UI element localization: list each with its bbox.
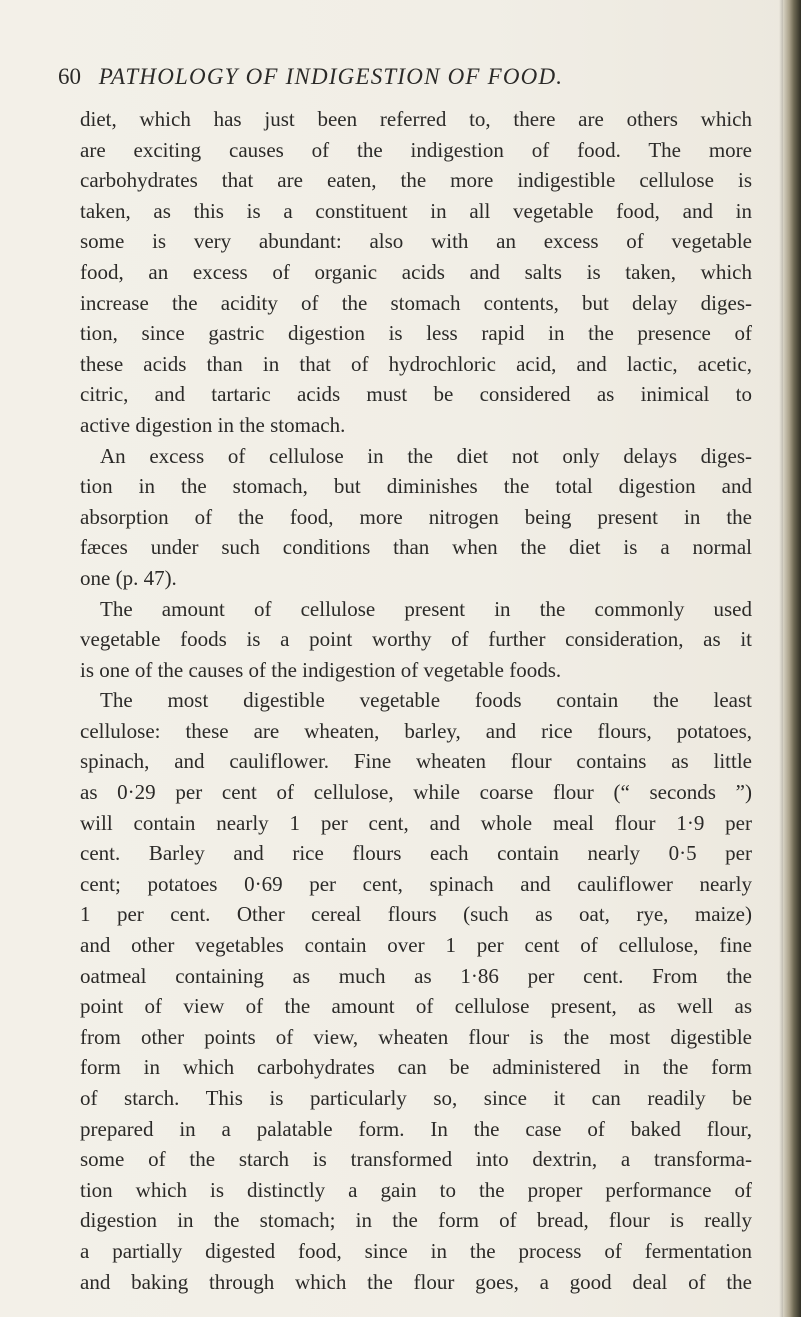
text-line: tion which is distinctly a gain to the proper performance of (80, 1177, 752, 1202)
text-line: digestion in the stomach; in the form of bread, flour is really (80, 1208, 752, 1233)
text-line: cent. Barley and rice flours each contain nearly 0·5 per (80, 841, 752, 866)
text-line: An excess of cellulose in the diet not only delays diges- (100, 443, 752, 468)
text-line: cent; potatoes 0·69 per cent, spinach and cauliflower nearly (80, 871, 752, 896)
text-line: prepared in a palatable form. In the case of baked flour, (80, 1116, 752, 1141)
text-line: citric, and tartaric acids must be considered as inimical to (80, 382, 752, 407)
text-line: increase the acidity of the stomach contents, but delay diges- (80, 290, 752, 315)
text-line: The most digestible vegetable foods contain the least (100, 688, 752, 713)
text-line: from other points of view, wheaten flour is the most digestible (80, 1024, 752, 1049)
text-line: and other vegetables contain over 1 per cent of cellulose, fine (80, 933, 752, 958)
text-line: some is very abundant: also with an excess of vegetable (80, 229, 752, 254)
text-line: 1 per cent. Other cereal flours (such as oat, rye, maize) (80, 902, 752, 927)
text-line: taken, as this is a constituent in all vegetable food, and in (80, 198, 752, 223)
text-line: fæces under such conditions than when the diet is a normal (80, 535, 752, 560)
text-line: is one of the causes of the indigestion of vegetable foods. (80, 657, 562, 682)
page-number: 60 (58, 64, 81, 89)
text-line: tion, since gastric digestion is less rapid in the presence of (80, 321, 752, 346)
text-line: form in which carbohydrates can be administered in the form (80, 1055, 752, 1080)
text-line: oatmeal containing as much as 1·86 per cent. From the (80, 963, 752, 988)
text-line: The amount of cellulose present in the commonly used (100, 596, 752, 621)
book-spine (783, 0, 801, 1317)
text-line: of starch. This is particularly so, since it can readily be (80, 1086, 752, 1110)
text-line: as 0·29 per cent of cellulose, while coarse flour (“ seconds ”) (80, 780, 752, 805)
text-line: some of the starch is transformed into dextrin, a transforma- (80, 1147, 752, 1172)
text-line: spinach, and cauliflower. Fine wheaten flour contains as little (80, 749, 752, 774)
text-line: a partially digested food, since in the process of fermentation (80, 1238, 752, 1263)
text-line: and baking through which the flour goes, a good deal of the (80, 1269, 752, 1294)
text-line: carbohydrates that are eaten, the more indigestible cellulose is (80, 168, 752, 193)
text-line: active digestion in the stomach. (80, 412, 346, 437)
text-line: food, an excess of organic acids and salts is taken, which (80, 259, 752, 284)
running-title: PATHOLOGY OF INDIGESTION OF FOOD. (98, 64, 564, 89)
text-line: one (p. 47). (80, 565, 177, 590)
text-line: are exciting causes of the indigestion of food. The more (80, 137, 752, 162)
text-line: tion in the stomach, but diminishes the total digestion and (80, 474, 752, 499)
text-line: point of view of the amount of cellulose present, as well as (80, 994, 752, 1019)
text-line: diet, which has just been referred to, there are others which (80, 107, 752, 131)
text-line: absorption of the food, more nitrogen being present in the (80, 504, 752, 529)
text-line: cellulose: these are wheaten, barley, and rice flours, potatoes, (80, 718, 752, 743)
text-line: these acids than in that of hydrochloric acid, and lactic, acetic, (80, 351, 752, 376)
text-line: will contain nearly 1 per cent, and whole meal flour 1·9 per (80, 810, 752, 835)
body-text (80, 104, 752, 1297)
page-header (58, 60, 758, 94)
text-line: vegetable foods is a point worthy of further consideration, as it (80, 627, 752, 652)
